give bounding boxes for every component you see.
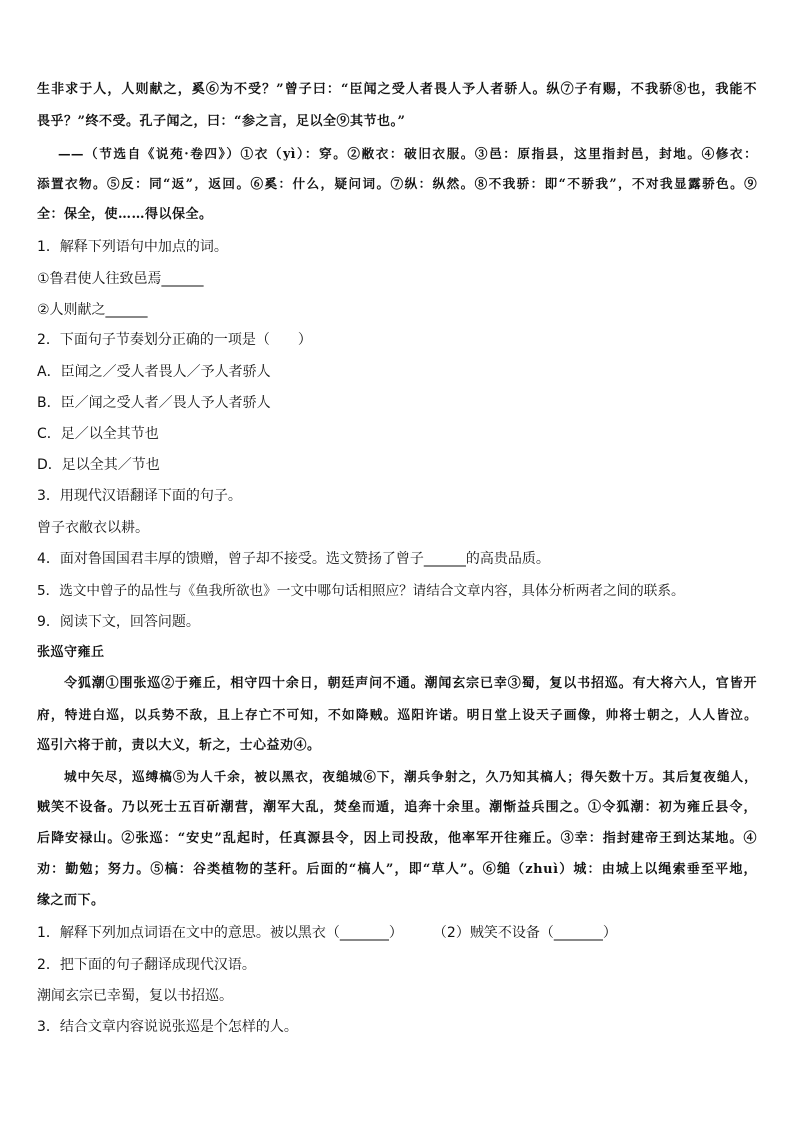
question-line: 潮闻玄宗已幸蜀，复以书招巡。 <box>37 988 233 1004</box>
option-b: B．臣／闻之受人者／畏人予人者骄人 <box>37 395 271 411</box>
question-line: 2．把下面的句子翻译成现代汉语。 <box>37 957 256 973</box>
passage-annotation-line: 全：保全，使……得以保全。 <box>37 207 213 222</box>
passage-annotation-line: 缘之而下。 <box>37 893 105 908</box>
passage-line: 畏乎？”终不受。孔子闻之，曰：“参之言，足以全⑨其节也。” <box>37 114 406 129</box>
question-line: ①鲁君使人往致邑焉______ <box>37 271 204 287</box>
passage-annotation-line: 添置衣物。⑤反：同“返”，返回。⑥奚：什么，疑问词。⑦纵：纵然。⑧不我骄：即“不骄我”，不对我显露骄色。⑨ <box>37 176 757 191</box>
question-line: 1．解释下列语句中加点的词。 <box>37 239 228 255</box>
passage-annotation-line: 后降安禄山。②张巡：“安史”乱起时，任真源县令，因上司投敌，他率军开往雍丘。③幸：指封建帝王到达某地。④ <box>37 831 757 846</box>
question-line: ②人则献之______ <box>37 302 148 318</box>
question-line: 3．用现代汉语翻译下面的句子。 <box>37 488 242 504</box>
option-d: D．足以全其／节也 <box>37 457 160 473</box>
question-line: 9．阅读下文，回答问题。 <box>37 614 200 630</box>
question-part: 1．解释下列加点词语在文中的意思。被以黑衣（_______） <box>37 925 403 941</box>
passage-line: 巡引六将于前，责以大义，斩之，士心益劝④。 <box>37 738 321 753</box>
question-line: 5．选文中曾子的品性与《鱼我所欲也》一文中哪句话相照应？请结合文章内容，具体分析两者之间的联系。 <box>37 583 685 599</box>
passage-annotation-line: 劝：勤勉；努力。⑤槁：谷类植物的茎秆。后面的“槁人”，即“草人”。⑥缒（zhuì）城：由城上以绳索垂至平地， <box>37 862 757 877</box>
question-line: 4．面对鲁国国君丰厚的馈赠，曾子却不接受。选文赞扬了曾子______的高贵品质。 <box>37 551 550 567</box>
passage-title: 张巡守雍丘 <box>37 645 105 660</box>
question-line: 2．下面句子节奏划分正确的一项是（ ） <box>37 332 312 348</box>
question-line: 曾子衣敝衣以耕。 <box>37 520 149 536</box>
question-line <box>37 918 757 949</box>
option-a: A．臣闻之／受人者畏人／予人者骄人 <box>37 364 271 380</box>
passage-line: 城中矢尽，巡缚槁⑤为人千余，被以黑衣，夜缒城⑥下，潮兵争射之，久乃知其槁人；得矢数十万。其后复夜缒人， <box>64 769 757 784</box>
passage-line: 贼笑不设备。乃以死士五百斫潮营，潮军大乱，焚垒而遁，追奔十余里。潮惭益兵围之。①令狐潮：初为雍丘县令， <box>37 800 757 815</box>
passage-line: 生非求于人，人则献之，奚⑥为不受？”曾子曰：“臣闻之受人者畏人予人者骄人。纵⑦子有赐，不我骄⑧也，我能不 <box>37 82 757 97</box>
passage-line: 令狐潮①围张巡②于雍丘，相守四十余日，朝廷声问不通。潮闻玄宗已幸③蜀，复以书招巡。有大将六人，官皆开 <box>64 676 757 691</box>
option-c: C．足／以全其节也 <box>37 426 159 442</box>
question-line: 3．结合文章内容说说张巡是个怎样的人。 <box>37 1019 298 1035</box>
passage-annotation-line: ——（节选自《说苑·卷四》）①衣（yì）：穿。②敝衣：破旧衣服。③邑：原指县，这里指封邑，封地。④修衣： <box>58 146 757 161</box>
passage-line: 府，特进白巡，以兵势不敌，且上存亡不可知，不如降贼。巡阳许诺。明日堂上设天子画像，帅将士朝之，人人皆泣。 <box>37 707 757 722</box>
question-part: （2）贼笑不设备（_______） <box>432 925 617 941</box>
